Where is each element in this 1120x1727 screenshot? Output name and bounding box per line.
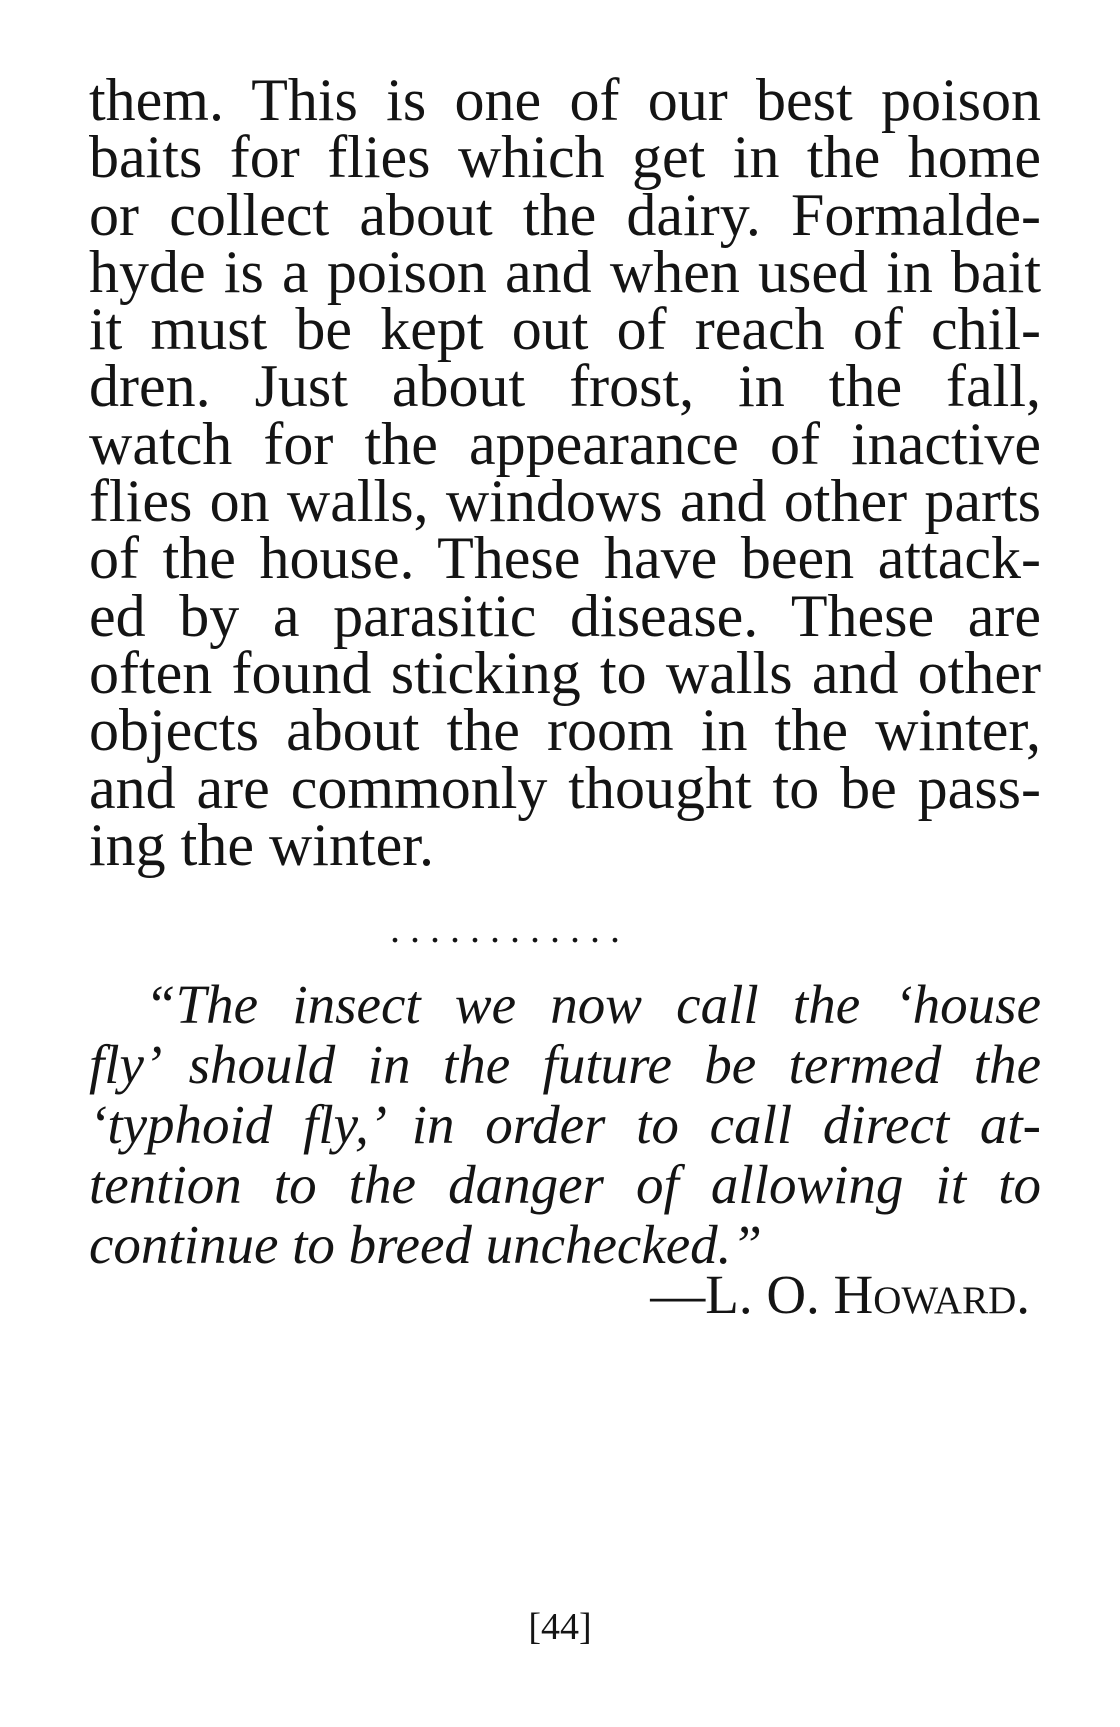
body-line: of the house. These have been attack- [89,525,1041,592]
body-line: watch for the appearance of inactive [89,410,1041,477]
body-line: flies on walls, windows and other parts [89,468,1041,535]
body-line: ing the winter. [89,811,434,878]
body-line: objects about the room in the winter, [89,697,1041,764]
quote-line: tention to the danger of allowing it to [89,1154,1041,1215]
quote-line: continue to breed unchecked.” [89,1214,762,1275]
body-line: baits for flies which get in the home [89,124,1041,191]
quote-line: ‘typhoid fly,’ in order to call direct at- [89,1094,1041,1155]
quotation [89,975,1041,1275]
body-line: hyde is a poison and when used in bait [89,238,1041,305]
quote-line: “The insect we now call the ‘house [145,974,1041,1035]
body-line: and are commonly thought to be pass- [89,754,1041,821]
section-separator: ............ [390,906,630,951]
page-number: [44] [528,1606,592,1648]
body-line: often found sticking to walls and other [89,639,1041,706]
quote-attribution: —L. O. Howard. [650,1264,1030,1325]
body-line: them. This is one of our best poison [89,67,1041,133]
body-line: or collect about the dairy. Formalde- [89,181,1041,248]
body-line: ed by a parasitic disease. These are [89,582,1041,649]
body-line: dren. Just about frost, in the fall, [89,353,1041,420]
body-paragraph [89,67,1041,878]
quote-line: fly’ should in the future be termed the [89,1034,1041,1095]
body-line: it must be kept out of reach of chil- [89,296,1041,363]
